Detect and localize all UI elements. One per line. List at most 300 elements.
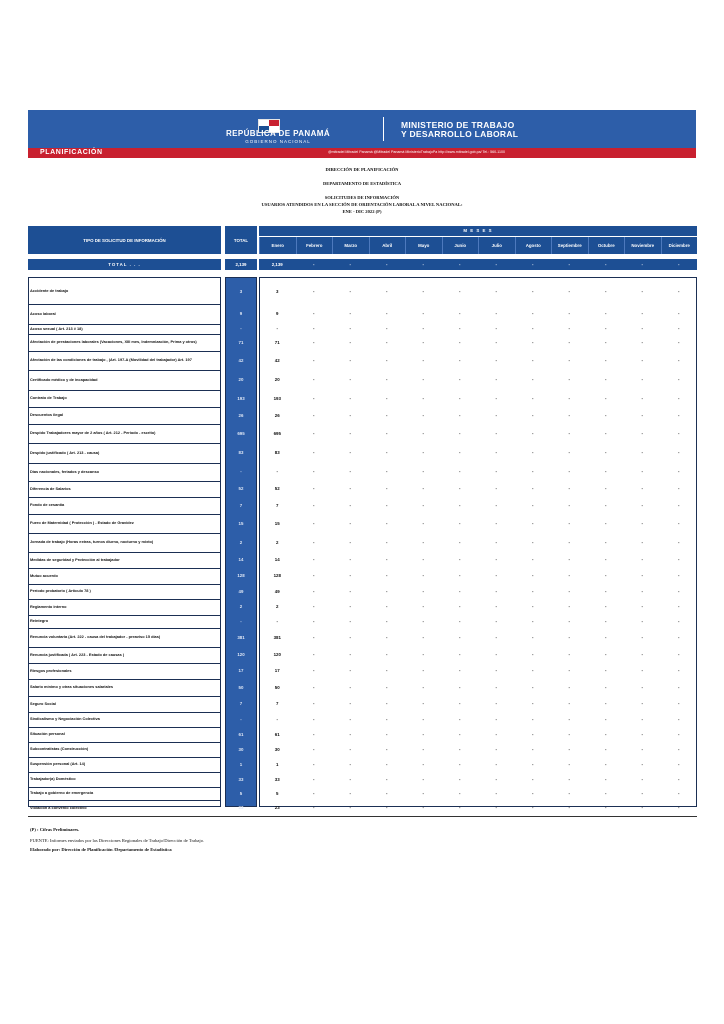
table-row-month-cell: - [349,731,351,737]
table-row-label: Sindicalismo y Negociación Colectiva [30,716,100,722]
table-row-month-cell: - [349,469,351,474]
table-row-month-cell: - [349,634,351,640]
table-row-month-cell: - [349,339,351,345]
footer-note-preliminary: (P) : Cifras Preliminares. [30,827,80,832]
table-row-month-cell: - [495,288,497,294]
table-row-month-cell: - [349,588,351,594]
table-row-month-cell: - [641,761,643,767]
table-row-month-cell: 193 [273,395,281,401]
table-row-month-cell: - [313,701,315,706]
table-row-month-cell: - [349,618,351,624]
table-row-month-cell: - [641,357,643,363]
table-row-month-cell: - [422,486,424,491]
month-header: Julio [478,237,515,254]
table-row-month-cell: 83 [274,450,280,455]
row-divider [28,599,221,600]
table-row-month-cell: - [313,634,315,640]
table-row-month-cell: - [386,604,388,609]
table-row-month-cell: - [641,395,643,401]
table-row-month-cell: - [459,684,461,690]
month-header: Marzo [332,237,369,254]
table-row-month-cell: - [532,520,534,526]
table-row-month-cell: 33 [274,776,280,782]
table-row-month-cell: - [495,805,497,810]
table-row-month-cell: - [313,652,315,657]
table-row-month-cell: - [422,502,424,508]
table-row-total: 120 [237,652,245,657]
table-row-month-cell: - [422,588,424,594]
table-row-month-cell: - [532,701,534,706]
row-divider [28,514,221,515]
table-row-month-cell: - [422,557,424,562]
table-row-month-cell: - [532,573,534,578]
table-row-month-cell: - [495,668,497,673]
table-row-month-cell: - [422,761,424,767]
table-row-total: 61 [238,731,244,737]
table-row-total: 128 [237,573,245,578]
table-row-month-cell: - [641,604,643,609]
table-row-month-cell: - [386,684,388,690]
table-row-month-cell: 128 [273,573,281,578]
table-row-month-cell: - [678,731,680,737]
table-row-label: Violación a convenio colectivo [30,804,87,810]
ministry-name-line1: MINISTERIO DE TRABAJO [401,120,515,130]
row-divider [28,615,221,616]
table-row-month-cell: - [349,430,351,436]
table-row-month-cell: - [678,746,680,752]
table-row-month-cell: - [276,716,278,722]
table-row-total: - [240,618,242,624]
table-row-total: 42 [238,357,244,363]
table-row-month-cell: - [313,486,315,491]
table-row-month-cell: - [349,701,351,706]
table-row-total: 49 [238,588,244,594]
table-row-month-cell: - [532,604,534,609]
table-row-month-cell: 7 [276,701,279,706]
table-row-month-cell: - [605,668,607,673]
month-header: Octubre [588,237,625,254]
table-row-month-cell: - [678,805,680,810]
table-row-label: Descuentos ilegal [30,412,64,418]
table-row-month-cell: - [568,604,570,609]
table-row-month-cell: - [386,486,388,491]
table-row-month-cell: - [422,377,424,382]
table-row-month-cell: - [641,339,643,345]
table-row-month-cell: - [349,520,351,526]
table-row-month-cell: - [313,731,315,737]
row-divider [28,800,221,801]
table-row-month-cell: - [605,701,607,706]
table-row-label: Afectación de prestaciones laborales (Vacaciones, XIII mes, Indemnización, Prima y otros) [30,339,197,345]
table-row-month-cell: - [349,377,351,382]
table-row-month-cell: - [459,776,461,782]
table-row-month-cell: - [422,746,424,752]
table-row-month-cell: 17 [274,668,280,673]
table-row-month-cell: - [532,326,534,331]
table-row-month-cell: - [678,573,680,578]
table-row-month-cell: - [349,790,351,796]
table-row-month-cell: - [386,634,388,640]
total-row-month-cell: - [296,259,333,270]
table-row-month-cell: - [605,652,607,657]
table-row-month-cell: - [678,618,680,624]
table-row-month-cell: - [495,377,497,382]
table-row-month-cell: - [641,588,643,594]
table-row-month-cell: - [532,469,534,474]
table-row-month-cell: - [532,288,534,294]
row-divider [28,370,221,371]
table-row-month-cell: - [495,502,497,508]
row-divider [28,533,221,534]
table-row-month-cell: - [605,377,607,382]
table-row-month-cell: - [678,684,680,690]
table-row-label: Acoso sexual ( Art. 213 # 18) [30,325,83,331]
table-row-month-cell: - [349,668,351,673]
table-row-month-cell: - [349,539,351,545]
table-row-month-cell: - [568,761,570,767]
table-row-total: 3 [239,288,243,294]
table-row-month-cell: - [568,557,570,562]
table-row-month-cell: - [349,357,351,363]
table-row-label: Acoso laboral [30,310,56,316]
table-row-month-cell: - [605,326,607,331]
table-row-month-cell: - [349,604,351,609]
table-row-month-cell: - [459,618,461,624]
table-row-total: 26 [238,412,244,418]
total-row-month-cell: - [624,259,661,270]
table-row-month-cell: - [459,588,461,594]
table-row-month-cell: - [641,652,643,657]
table-row-month-cell: - [386,502,388,508]
table-row-month-cell: - [459,430,461,436]
row-divider [28,324,221,325]
table-row-month-cell: - [459,326,461,331]
table-row-month-cell: - [313,520,315,526]
table-row-total: 71 [238,339,244,345]
table-row-total: - [240,326,242,331]
table-row-month-cell: - [532,311,534,316]
table-row-month-cell: - [313,469,315,474]
table-row-month-cell: - [495,539,497,545]
table-row-month-cell: - [386,395,388,401]
table-row-month-cell: - [459,716,461,722]
table-row-month-cell: - [422,618,424,624]
table-row-month-cell: - [641,573,643,578]
table-row-month-cell: - [678,357,680,363]
table-row-month-cell: - [313,761,315,767]
row-divider [28,568,221,569]
table-row-label: Período probatorio ( Artículo 78 ) [30,588,91,594]
table-row-month-cell: - [568,502,570,508]
country-name: REPÚBLICA DE PANAMÁ [225,129,331,138]
table-row-label: Despido justificado ( Art. 213 - causa) [30,449,100,455]
table-row-month-cell: - [532,716,534,722]
table-row-month-cell: - [349,450,351,455]
table-row-month-cell: - [313,790,315,796]
table-row-label: Riesgos profesionales [30,667,72,673]
row-divider [28,481,221,482]
table-row-month-cell: - [349,412,351,418]
table-row-month-cell: 52 [274,486,280,491]
table-row-month-cell: - [641,288,643,294]
table-row-month-cell: - [386,557,388,562]
table-row-month-cell: - [495,604,497,609]
table-row-month-cell: - [386,377,388,382]
table-row-month-cell: - [605,502,607,508]
table-row-month-cell: - [568,776,570,782]
table-row-month-cell: - [568,618,570,624]
table-row-month-cell: - [313,357,315,363]
table-row-month-cell: - [495,395,497,401]
total-row-month-cell: 2,139 [259,259,296,270]
table-row-month-cell: - [386,288,388,294]
table-row-month-cell: - [641,618,643,624]
table-row-month-cell: 120 [273,652,281,657]
table-row-month-cell: - [313,604,315,609]
table-row-month-cell: - [678,502,680,508]
table-row-month-cell: - [459,539,461,545]
row-divider [28,334,221,335]
total-row-month-cell: - [442,259,479,270]
table-row-month-cell: - [605,684,607,690]
table-row-label: Subcontratistas (Construcción) [30,746,89,752]
table-row-month-cell: - [532,618,534,624]
table-row-month-cell: - [568,716,570,722]
table-row-month-cell: - [459,412,461,418]
table-row-month-cell: - [422,520,424,526]
table-row-month-cell: - [313,339,315,345]
table-row-month-cell: - [641,311,643,316]
table-row-month-cell: - [313,668,315,673]
table-row-month-cell: - [495,557,497,562]
table-row-month-cell: - [495,684,497,690]
table-row-month-cell: - [386,339,388,345]
table-row-month-cell: - [313,430,315,436]
table-row-month-cell: 1 [276,761,279,767]
government-label: GOBIERNO NACIONAL [245,139,311,144]
table-row-month-cell: - [422,288,424,294]
table-row-month-cell: - [313,805,315,810]
table-row-label: Salario mínimo y otras situaciones salariales [30,684,114,690]
table-row-month-cell: - [568,412,570,418]
total-column-header: TOTAL [225,226,257,254]
table-row-month-cell: - [532,486,534,491]
table-row-month-cell: - [532,377,534,382]
table-row-label: Seguro Social [30,700,56,706]
total-row-total: 2,139 [225,259,257,270]
table-row-month-cell: - [495,469,497,474]
table-row-month-cell: - [459,486,461,491]
table-row-month-cell: 26 [274,412,280,418]
footer-note-source: FUENTE: Informes enviados por las Direcciones Regionales de Trabajo/Dirección de Trabajo. [30,838,205,843]
total-row-month-cell: - [332,259,369,270]
table-row-month-cell: - [678,395,680,401]
table-row-label: Reintegro [30,618,49,624]
table-row-month-cell: - [313,557,315,562]
row-divider [28,727,221,728]
table-row-month-cell: - [568,450,570,455]
table-row-month-cell: - [641,539,643,545]
table-row-month-cell: - [532,668,534,673]
table-row-month-cell: - [313,539,315,545]
row-divider [28,463,221,464]
table-row-label: Suspensión personal (Art. 14) [30,761,86,767]
months-group-header: M E S E S [259,226,697,236]
table-row-label: Contrato de Trabajo [30,395,67,401]
heading-department: DEPARTAMENTO DE ESTADÍSTICA [322,181,402,186]
table-row-month-cell: - [313,288,315,294]
table-row-month-cell: 695 [273,430,281,436]
table-row-month-cell: - [495,412,497,418]
table-row-month-cell: - [605,539,607,545]
table-row-month-cell: - [349,776,351,782]
table-row-month-cell: - [495,716,497,722]
table-row-month-cell: - [641,701,643,706]
table-row-month-cell: - [532,539,534,545]
table-row-month-cell: - [313,716,315,722]
table-row-month-cell: - [386,326,388,331]
table-row-month-cell: - [459,450,461,455]
table-row-month-cell: - [605,805,607,810]
table-row-month-cell: - [641,668,643,673]
table-row-month-cell: - [495,634,497,640]
table-row-month-cell: - [459,604,461,609]
table-row-month-cell: 42 [274,357,280,363]
table-row-month-cell: - [422,652,424,657]
table-row-month-cell: - [422,573,424,578]
month-header: Septiembre [551,237,588,254]
table-row-month-cell: - [422,339,424,345]
table-row-month-cell: 71 [274,339,280,345]
table-row-month-cell: - [532,339,534,345]
table-row-month-cell: - [641,502,643,508]
table-row-month-cell: - [678,634,680,640]
table-row-month-cell: - [678,604,680,609]
table-row-total: 30 [238,746,244,752]
table-row-month-cell: - [532,805,534,810]
table-row-month-cell: - [422,805,424,810]
ministry-name-line2: Y DESARROLLO LABORAL [401,129,519,139]
table-row-month-cell: - [495,618,497,624]
table-row-month-cell: - [313,377,315,382]
table-row-label: Fuero de Maternidad ( Protección ) - Estado de Gravidez [30,520,134,526]
table-row-total: 17 [238,668,244,673]
table-row-month-cell: - [495,486,497,491]
table-row-month-cell: - [422,731,424,737]
table-row-month-cell: - [532,395,534,401]
table-row-month-cell: - [678,668,680,673]
table-row-month-cell: - [459,357,461,363]
row-divider [28,772,221,773]
table-row-month-cell: - [678,652,680,657]
table-row-month-cell: - [386,652,388,657]
table-row-month-cell: - [495,776,497,782]
table-row-month-cell: - [605,634,607,640]
table-row-month-cell: - [678,469,680,474]
table-row-month-cell: - [495,588,497,594]
table-row-month-cell: - [568,790,570,796]
banner-divider [383,117,384,141]
table-row-month-cell: - [532,357,534,363]
table-row-month-cell: - [386,311,388,316]
table-row-month-cell: - [386,746,388,752]
table-row-month-cell: - [568,573,570,578]
table-row-month-cell: - [349,746,351,752]
table-row-month-cell: - [386,805,388,810]
table-row-month-cell: - [605,311,607,316]
table-row-month-cell: - [459,701,461,706]
table-row-total: 5 [239,790,243,796]
table-row-label: Renuncia voluntaria (Art. 222 - causa del trabajador - preaviso 15 días) [30,634,161,640]
table-row-month-cell: - [641,377,643,382]
table-row-label: Despido Trabajadores mayor de 2 años ( Art. 212 - Periodo - escrito) [30,430,156,436]
row-divider [28,628,221,629]
table-row-month-cell: - [495,450,497,455]
table-row-month-cell: - [568,731,570,737]
table-row-month-cell: 5 [276,790,279,796]
table-row-month-cell: - [459,634,461,640]
row-divider [28,390,221,391]
ministry-banner [28,110,696,148]
table-row-total: 695 [237,430,245,436]
table-row-label: Trabajo a gobierno de emergencia [30,790,94,796]
table-row-month-cell: - [459,395,461,401]
heading-title: SOLICITUDES DE INFORMACIÓN [324,195,400,200]
table-row-month-cell: - [678,588,680,594]
table-row-month-cell: - [641,520,643,526]
table-row-month-cell: - [532,634,534,640]
table-row-month-cell: - [459,557,461,562]
table-row-month-cell: - [459,311,461,316]
table-row-month-cell: - [641,790,643,796]
month-header: Abril [369,237,406,254]
type-column-header: TIPO DE SOLICITUD DE INFORMACIÓN [28,226,221,254]
table-row-month-cell: - [459,502,461,508]
table-row-month-cell: - [678,776,680,782]
table-row-month-cell: - [386,668,388,673]
table-row-month-cell: - [641,326,643,331]
table-row-label: Jornada de trabajo (Horas extras, turnos diurno, nocturno y mixto) [30,539,154,545]
table-row-month-cell: - [568,588,570,594]
table-row-month-cell: - [568,684,570,690]
table-row-month-cell: - [495,326,497,331]
table-row-month-cell: - [568,634,570,640]
table-row-month-cell: - [678,761,680,767]
table-row-month-cell: 2 [276,604,279,609]
table-row-month-cell: - [349,684,351,690]
table-row-month-cell: - [459,805,461,810]
table-row-month-cell: - [386,588,388,594]
table-row-total: 2 [239,539,243,545]
table-row-month-cell: - [313,502,315,508]
table-row-month-cell: - [349,557,351,562]
table-row-month-cell: - [641,486,643,491]
table-row-total: - [240,469,242,474]
row-divider [28,742,221,743]
table-row-month-cell: - [495,520,497,526]
table-row-month-cell: - [678,412,680,418]
table-row-month-cell: - [422,634,424,640]
table-row-month-cell: - [459,573,461,578]
table-row-month-cell: - [605,716,607,722]
total-row-month-cell: - [588,259,625,270]
table-row-month-cell: - [495,701,497,706]
table-row-month-cell: - [532,430,534,436]
table-row-label: Medidas de seguridad y Protección al trabajador [30,556,120,562]
table-row-label: Reglamento interno [30,603,67,609]
table-row-month-cell: - [678,716,680,722]
table-row-month-cell: - [678,450,680,455]
